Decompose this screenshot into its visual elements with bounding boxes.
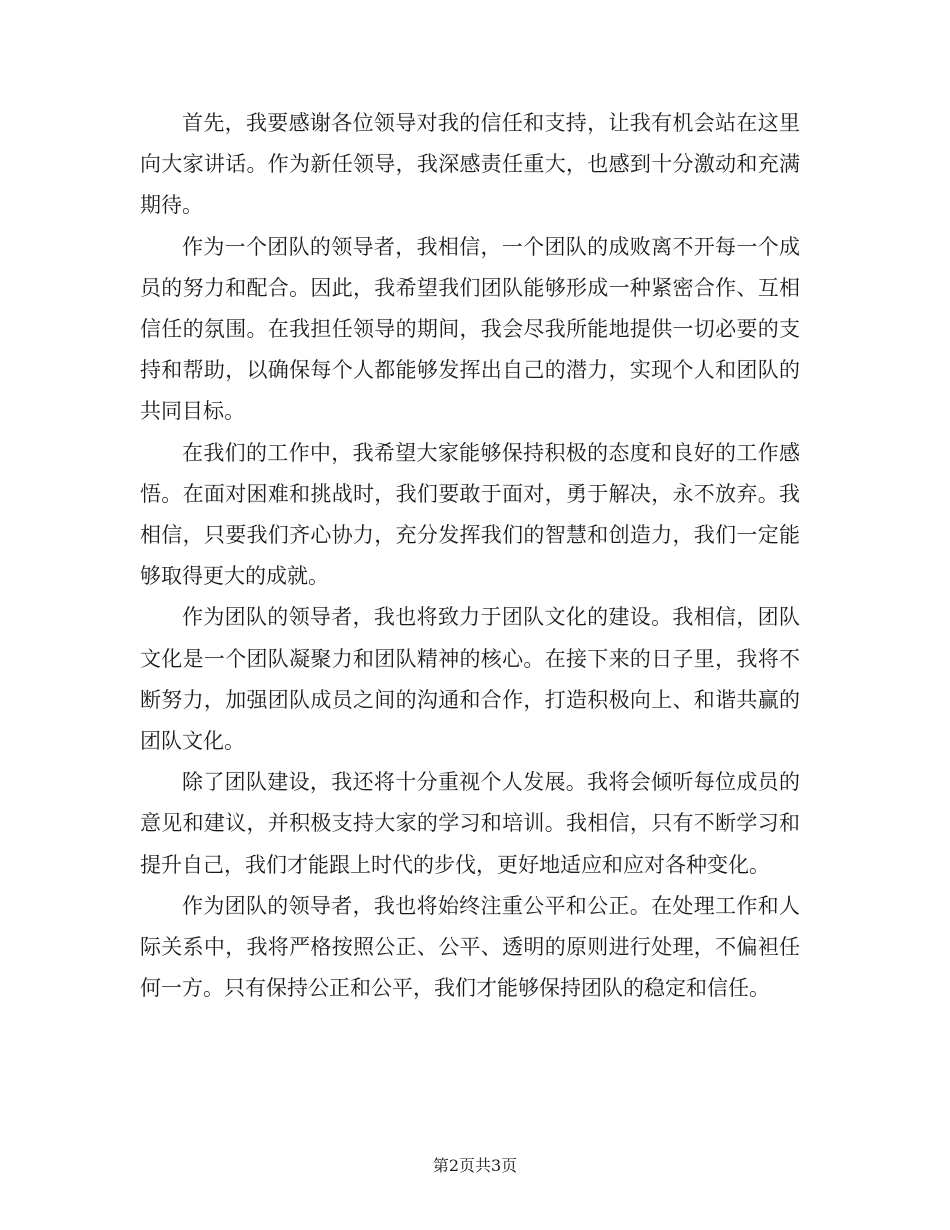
- page-number-footer: 第2页共3页: [432, 1156, 518, 1175]
- paragraph-2: 作为一个团队的领导者，我相信，一个团队的成败离不开每一个成员的努力和配合。因此，我希望我们团队能够形成一种紧密合作、互相信任的氛围。在我担任领导的期间，我会尽我所能地提供一切必要的支持和帮助，以确保每个人都能够发挥出自己的潜力，实现个人和团队的共同目标。: [140, 234, 800, 424]
- paragraph-6: 作为团队的领导者，我也将始终注重公平和公正。在处理工作和人际关系中，我将严格按照公正、公平、透明的原则进行处理，不偏袒任何一方。只有保持公正和公平，我们才能够保持团队的稳定和信任。: [140, 893, 800, 1001]
- paragraph-5: 除了团队建设，我还将十分重视个人发展。我将会倾听每位成员的意见和建议，并积极支持大家的学习和培训。我相信，只有不断学习和提升自己，我们才能跟上时代的步伐，更好地适应和应对各种变化。: [140, 770, 800, 877]
- paragraph-1: 首先，我要感谢各位领导对我的信任和支持，让我有机会站在这里向大家讲话。作为新任领导，我深感责任重大，也感到十分激动和充满期待。: [140, 111, 800, 218]
- paragraph-4: 作为团队的领导者，我也将致力于团队文化的建设。我相信，团队文化是一个团队凝聚力和团队精神的核心。在接下来的日子里，我将不断努力，加强团队成员之间的沟通和合作，打造积极向上、和谐共赢的团队文化。: [140, 605, 800, 754]
- document-body: [140, 103, 800, 1009]
- paragraph-3: 在我们的工作中，我希望大家能够保持积极的态度和良好的工作感悟。在面对困难和挑战时，我们要敢于面对，勇于解决，永不放弃。我相信，只要我们齐心协力，充分发挥我们的智慧和创造力，我们一定能够取得更大的成就。: [140, 440, 800, 589]
